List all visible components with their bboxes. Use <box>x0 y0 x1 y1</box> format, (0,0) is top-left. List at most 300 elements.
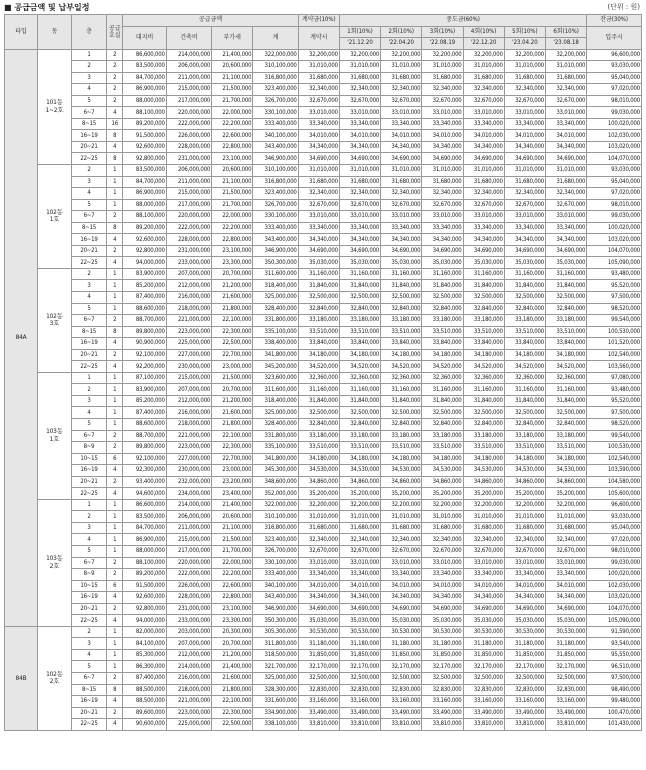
total-cell: 330,100,000 <box>253 107 298 119</box>
m3-cell: 34,340,000 <box>422 592 463 604</box>
land-cell: 86,300,000 <box>123 661 166 673</box>
table-row <box>5 326 642 338</box>
m3-cell: 33,340,000 <box>422 118 463 130</box>
table-row <box>5 164 642 176</box>
m1-cell: 32,670,000 <box>339 199 380 211</box>
total-cell: 323,400,000 <box>253 534 298 546</box>
total-cell: 333,400,000 <box>253 569 298 581</box>
m4-cell: 32,500,000 <box>463 673 504 685</box>
building-cell: 103동 2호 <box>37 499 71 626</box>
table-row <box>5 673 642 685</box>
units-cell: 2 <box>107 476 123 488</box>
table-row <box>5 280 642 292</box>
vat-cell: 22,200,000 <box>212 222 253 234</box>
m5-cell: 34,340,000 <box>504 234 545 246</box>
build-cell: 223,000,000 <box>166 442 211 454</box>
land-cell: 94,000,000 <box>123 257 166 269</box>
m3-cell: 34,180,000 <box>422 349 463 361</box>
contract-cell: 34,010,000 <box>298 130 339 142</box>
table-row <box>5 291 642 303</box>
land-cell: 82,000,000 <box>123 626 166 638</box>
m3-cell: 32,670,000 <box>422 546 463 558</box>
movein-cell: 105,090,000 <box>587 257 642 269</box>
header-d5: '23.04.20 <box>504 38 545 50</box>
land-cell: 91,500,000 <box>123 130 166 142</box>
floor-cell: 5 <box>71 419 106 431</box>
header-middle: 중도금(60%) <box>339 15 586 27</box>
contract-cell: 32,840,000 <box>298 419 339 431</box>
vat-cell: 21,600,000 <box>212 291 253 303</box>
m5-cell: 31,680,000 <box>504 72 545 84</box>
contract-cell: 34,690,000 <box>298 153 339 165</box>
m5-cell: 34,530,000 <box>504 465 545 477</box>
floor-cell: 3 <box>71 395 106 407</box>
floor-cell: 10~15 <box>71 453 106 465</box>
contract-cell: 34,860,000 <box>298 476 339 488</box>
m4-cell: 34,340,000 <box>463 234 504 246</box>
table-row <box>5 61 642 73</box>
total-cell: 331,800,000 <box>253 315 298 327</box>
vat-cell: 22,700,000 <box>212 349 253 361</box>
movein-cell: 98,520,000 <box>587 303 642 315</box>
m4-cell: 31,680,000 <box>463 72 504 84</box>
building-cell: 103동 1호 <box>37 372 71 499</box>
m5-cell: 32,500,000 <box>504 291 545 303</box>
units-cell: 1 <box>107 164 123 176</box>
header-d3: '22.08.19 <box>422 38 463 50</box>
m5-cell: 33,010,000 <box>504 211 545 223</box>
m3-cell: 34,690,000 <box>422 603 463 615</box>
land-cell: 86,600,000 <box>123 49 166 61</box>
vat-cell: 23,300,000 <box>212 615 253 627</box>
m3-cell: 31,160,000 <box>422 268 463 280</box>
floor-cell: 2 <box>71 626 106 638</box>
m6-cell: 34,530,000 <box>545 465 586 477</box>
m6-cell: 33,010,000 <box>545 211 586 223</box>
m4-cell: 30,530,000 <box>463 626 504 638</box>
movein-cell: 95,040,000 <box>587 522 642 534</box>
table-row <box>5 268 642 280</box>
m5-cell: 31,010,000 <box>504 164 545 176</box>
m6-cell: 33,840,000 <box>545 338 586 350</box>
m2-cell: 33,840,000 <box>381 338 422 350</box>
units-cell: 2 <box>107 49 123 61</box>
m3-cell: 33,010,000 <box>422 211 463 223</box>
land-cell: 89,200,000 <box>123 569 166 581</box>
units-cell: 4 <box>107 696 123 708</box>
build-cell: 212,000,000 <box>166 649 211 661</box>
m1-cell: 31,840,000 <box>339 280 380 292</box>
m4-cell: 35,030,000 <box>463 615 504 627</box>
floor-cell: 22~25 <box>71 615 106 627</box>
table-row <box>5 684 642 696</box>
total-cell: 325,000,000 <box>253 291 298 303</box>
m6-cell: 31,160,000 <box>545 384 586 396</box>
m5-cell: 33,180,000 <box>504 315 545 327</box>
m1-cell: 32,840,000 <box>339 303 380 315</box>
m1-cell: 32,340,000 <box>339 188 380 200</box>
m4-cell: 34,010,000 <box>463 580 504 592</box>
m2-cell: 31,180,000 <box>381 638 422 650</box>
vat-cell: 21,500,000 <box>212 372 253 384</box>
build-cell: 218,000,000 <box>166 303 211 315</box>
m6-cell: 32,500,000 <box>545 673 586 685</box>
contract-cell: 34,340,000 <box>298 234 339 246</box>
movein-cell: 100,530,000 <box>587 442 642 454</box>
m3-cell: 32,360,000 <box>422 372 463 384</box>
m3-cell: 35,030,000 <box>422 615 463 627</box>
table-row <box>5 118 642 130</box>
units-cell: 6 <box>107 453 123 465</box>
contract-cell: 34,690,000 <box>298 245 339 257</box>
m3-cell: 33,160,000 <box>422 696 463 708</box>
m6-cell: 34,520,000 <box>545 361 586 373</box>
m4-cell: 34,530,000 <box>463 465 504 477</box>
m6-cell: 33,340,000 <box>545 118 586 130</box>
land-cell: 92,300,000 <box>123 465 166 477</box>
m2-cell: 32,500,000 <box>381 673 422 685</box>
units-cell: 4 <box>107 257 123 269</box>
header-d2: '22.04.20 <box>381 38 422 50</box>
land-cell: 85,200,000 <box>123 280 166 292</box>
contract-cell: 33,510,000 <box>298 326 339 338</box>
build-cell: 227,000,000 <box>166 349 211 361</box>
m2-cell: 33,510,000 <box>381 326 422 338</box>
supply-price-table <box>4 14 642 731</box>
m6-cell: 33,180,000 <box>545 430 586 442</box>
floor-cell: 6~7 <box>71 430 106 442</box>
vat-cell: 22,100,000 <box>212 430 253 442</box>
contract-cell: 32,340,000 <box>298 188 339 200</box>
total-cell: 328,300,000 <box>253 684 298 696</box>
floor-cell: 16~19 <box>71 130 106 142</box>
m4-cell: 32,500,000 <box>463 407 504 419</box>
m5-cell: 32,670,000 <box>504 546 545 558</box>
vat-cell: 21,800,000 <box>212 684 253 696</box>
build-cell: 225,000,000 <box>166 338 211 350</box>
m1-cell: 33,810,000 <box>339 719 380 731</box>
total-cell: 345,300,000 <box>253 465 298 477</box>
m1-cell: 31,010,000 <box>339 511 380 523</box>
table-row <box>5 188 642 200</box>
floor-cell: 20~21 <box>71 603 106 615</box>
m5-cell: 30,530,000 <box>504 626 545 638</box>
m5-cell: 32,500,000 <box>504 407 545 419</box>
m6-cell: 33,180,000 <box>545 315 586 327</box>
land-cell: 84,700,000 <box>123 72 166 84</box>
m4-cell: 32,200,000 <box>463 499 504 511</box>
units-cell: 1 <box>107 511 123 523</box>
m3-cell: 34,860,000 <box>422 476 463 488</box>
contract-cell: 32,500,000 <box>298 407 339 419</box>
table-row <box>5 615 642 627</box>
table-row <box>5 465 642 477</box>
units-cell: 8 <box>107 684 123 696</box>
movein-cell: 96,510,000 <box>587 661 642 673</box>
movein-cell: 99,030,000 <box>587 107 642 119</box>
floor-cell: 2 <box>71 61 106 73</box>
movein-cell: 104,070,000 <box>587 153 642 165</box>
build-cell: 221,000,000 <box>166 430 211 442</box>
movein-cell: 103,020,000 <box>587 141 642 153</box>
units-cell: 2 <box>107 72 123 84</box>
build-cell: 206,000,000 <box>166 61 211 73</box>
m3-cell: 31,840,000 <box>422 280 463 292</box>
land-cell: 83,500,000 <box>123 511 166 523</box>
m1-cell: 34,690,000 <box>339 245 380 257</box>
m2-cell: 34,180,000 <box>381 349 422 361</box>
m6-cell: 31,010,000 <box>545 164 586 176</box>
m4-cell: 33,010,000 <box>463 211 504 223</box>
movein-cell: 93,030,000 <box>587 61 642 73</box>
m4-cell: 31,010,000 <box>463 511 504 523</box>
land-cell: 89,800,000 <box>123 442 166 454</box>
contract-cell: 31,160,000 <box>298 268 339 280</box>
vat-cell: 21,100,000 <box>212 522 253 534</box>
build-cell: 226,000,000 <box>166 130 211 142</box>
vat-cell: 21,200,000 <box>212 395 253 407</box>
vat-cell: 22,200,000 <box>212 118 253 130</box>
m3-cell: 32,500,000 <box>422 673 463 685</box>
m4-cell: 34,010,000 <box>463 130 504 142</box>
table-row <box>5 349 642 361</box>
table-row <box>5 603 642 615</box>
units-cell: 1 <box>107 407 123 419</box>
vat-cell: 21,500,000 <box>212 84 253 96</box>
contract-cell: 35,200,000 <box>298 488 339 500</box>
contract-cell: 31,680,000 <box>298 176 339 188</box>
movein-cell: 99,540,000 <box>587 430 642 442</box>
land-cell: 88,100,000 <box>123 107 166 119</box>
m3-cell: 31,680,000 <box>422 72 463 84</box>
m3-cell: 31,010,000 <box>422 164 463 176</box>
build-cell: 223,000,000 <box>166 326 211 338</box>
contract-cell: 32,340,000 <box>298 84 339 96</box>
m5-cell: 31,680,000 <box>504 522 545 534</box>
m4-cell: 32,360,000 <box>463 372 504 384</box>
m1-cell: 32,830,000 <box>339 684 380 696</box>
movein-cell: 99,030,000 <box>587 211 642 223</box>
vat-cell: 20,600,000 <box>212 511 253 523</box>
total-cell: 340,100,000 <box>253 580 298 592</box>
m5-cell: 31,840,000 <box>504 395 545 407</box>
contract-cell: 32,830,000 <box>298 684 339 696</box>
contract-cell: 33,340,000 <box>298 222 339 234</box>
units-cell: 8 <box>107 130 123 142</box>
movein-cell: 99,480,000 <box>587 696 642 708</box>
m4-cell: 34,690,000 <box>463 245 504 257</box>
floor-cell: 5 <box>71 303 106 315</box>
units-cell: 2 <box>107 673 123 685</box>
m3-cell: 34,530,000 <box>422 465 463 477</box>
m5-cell: 33,510,000 <box>504 442 545 454</box>
m2-cell: 32,670,000 <box>381 95 422 107</box>
table-row <box>5 453 642 465</box>
vat-cell: 22,300,000 <box>212 326 253 338</box>
land-cell: 92,200,000 <box>123 361 166 373</box>
m1-cell: 32,500,000 <box>339 673 380 685</box>
m4-cell: 33,180,000 <box>463 430 504 442</box>
contract-cell: 33,340,000 <box>298 569 339 581</box>
m2-cell: 32,340,000 <box>381 84 422 96</box>
build-cell: 222,000,000 <box>166 118 211 130</box>
land-cell: 84,700,000 <box>123 176 166 188</box>
floor-cell: 6~7 <box>71 107 106 119</box>
vat-cell: 22,000,000 <box>212 107 253 119</box>
m2-cell: 32,670,000 <box>381 199 422 211</box>
m2-cell: 32,830,000 <box>381 684 422 696</box>
table-row <box>5 649 642 661</box>
m4-cell: 33,840,000 <box>463 338 504 350</box>
m3-cell: 34,180,000 <box>422 453 463 465</box>
movein-cell: 100,530,000 <box>587 326 642 338</box>
vat-cell: 22,500,000 <box>212 338 253 350</box>
build-cell: 203,000,000 <box>166 626 211 638</box>
table-row <box>5 707 642 719</box>
vat-cell: 20,600,000 <box>212 61 253 73</box>
m6-cell: 33,010,000 <box>545 557 586 569</box>
vat-cell: 21,400,000 <box>212 661 253 673</box>
header-m2: 2회(10%) <box>381 26 422 38</box>
m3-cell: 34,690,000 <box>422 153 463 165</box>
total-cell: 323,600,000 <box>253 372 298 384</box>
m3-cell: 31,160,000 <box>422 384 463 396</box>
m1-cell: 33,010,000 <box>339 107 380 119</box>
m2-cell: 31,680,000 <box>381 176 422 188</box>
m2-cell: 34,340,000 <box>381 592 422 604</box>
table-row <box>5 626 642 638</box>
m5-cell: 33,010,000 <box>504 107 545 119</box>
total-cell: 352,000,000 <box>253 488 298 500</box>
m5-cell: 33,490,000 <box>504 707 545 719</box>
m1-cell: 34,860,000 <box>339 476 380 488</box>
units-cell: 2 <box>107 84 123 96</box>
table-row <box>5 488 642 500</box>
vat-cell: 22,000,000 <box>212 557 253 569</box>
table-row <box>5 499 642 511</box>
m3-cell: 32,830,000 <box>422 684 463 696</box>
m6-cell: 34,690,000 <box>545 603 586 615</box>
land-cell: 87,400,000 <box>123 407 166 419</box>
m4-cell: 31,840,000 <box>463 395 504 407</box>
m1-cell: 32,500,000 <box>339 407 380 419</box>
m4-cell: 31,160,000 <box>463 268 504 280</box>
total-cell: 323,400,000 <box>253 188 298 200</box>
m1-cell: 34,340,000 <box>339 234 380 246</box>
units-cell: 8 <box>107 153 123 165</box>
m1-cell: 34,340,000 <box>339 592 380 604</box>
m6-cell: 31,840,000 <box>545 280 586 292</box>
floor-cell: 20~21 <box>71 707 106 719</box>
m5-cell: 31,850,000 <box>504 649 545 661</box>
units-cell: 1 <box>107 661 123 673</box>
m5-cell: 31,160,000 <box>504 384 545 396</box>
m4-cell: 32,840,000 <box>463 303 504 315</box>
movein-cell: 99,540,000 <box>587 315 642 327</box>
movein-cell: 91,590,000 <box>587 626 642 638</box>
movein-cell: 100,470,000 <box>587 707 642 719</box>
land-cell: 88,500,000 <box>123 696 166 708</box>
table-row <box>5 661 642 673</box>
m1-cell: 34,010,000 <box>339 130 380 142</box>
contract-cell: 33,180,000 <box>298 315 339 327</box>
m3-cell: 32,340,000 <box>422 188 463 200</box>
floor-cell: 16~19 <box>71 696 106 708</box>
build-cell: 220,000,000 <box>166 211 211 223</box>
vat-cell: 21,100,000 <box>212 176 253 188</box>
movein-cell: 99,030,000 <box>587 557 642 569</box>
header-supply: 공급금액 <box>123 15 298 27</box>
land-cell: 94,000,000 <box>123 615 166 627</box>
m4-cell: 34,340,000 <box>463 141 504 153</box>
m6-cell: 31,180,000 <box>545 638 586 650</box>
contract-cell: 32,200,000 <box>298 49 339 61</box>
floor-cell: 4 <box>71 534 106 546</box>
land-cell: 91,500,000 <box>123 580 166 592</box>
m1-cell: 32,200,000 <box>339 499 380 511</box>
build-cell: 215,000,000 <box>166 84 211 96</box>
land-cell: 93,400,000 <box>123 476 166 488</box>
floor-cell: 8~9 <box>71 569 106 581</box>
m5-cell: 33,010,000 <box>504 557 545 569</box>
total-cell: 326,700,000 <box>253 199 298 211</box>
movein-cell: 93,540,000 <box>587 638 642 650</box>
contract-cell: 31,160,000 <box>298 384 339 396</box>
vat-cell: 22,800,000 <box>212 141 253 153</box>
m1-cell: 31,010,000 <box>339 164 380 176</box>
m4-cell: 31,160,000 <box>463 384 504 396</box>
floor-cell: 20~21 <box>71 141 106 153</box>
total-cell: 335,100,000 <box>253 442 298 454</box>
m5-cell: 33,340,000 <box>504 222 545 234</box>
m4-cell: 32,500,000 <box>463 291 504 303</box>
total-cell: 331,600,000 <box>253 696 298 708</box>
total-cell: 333,400,000 <box>253 222 298 234</box>
units-cell: 1 <box>107 534 123 546</box>
land-cell: 88,700,000 <box>123 430 166 442</box>
m6-cell: 32,670,000 <box>545 95 586 107</box>
land-cell: 85,300,000 <box>123 649 166 661</box>
unit-label: (단위 : 원) <box>607 3 640 11</box>
units-cell: 1 <box>107 638 123 650</box>
contract-cell: 34,520,000 <box>298 361 339 373</box>
m3-cell: 34,010,000 <box>422 580 463 592</box>
header-balance: 잔금(30%) <box>587 15 642 27</box>
units-cell: 4 <box>107 488 123 500</box>
floor-cell: 4 <box>71 188 106 200</box>
m1-cell: 31,850,000 <box>339 649 380 661</box>
table-row <box>5 638 642 650</box>
movein-cell: 97,020,000 <box>587 188 642 200</box>
m5-cell: 31,010,000 <box>504 61 545 73</box>
land-cell: 87,400,000 <box>123 291 166 303</box>
m2-cell: 34,340,000 <box>381 234 422 246</box>
header-build: 건축비 <box>166 26 211 49</box>
vat-cell: 22,700,000 <box>212 453 253 465</box>
movein-cell: 102,030,000 <box>587 580 642 592</box>
units-cell: 1 <box>107 199 123 211</box>
total-cell: 334,900,000 <box>253 707 298 719</box>
movein-cell: 97,500,000 <box>587 291 642 303</box>
total-cell: 310,100,000 <box>253 164 298 176</box>
m2-cell: 35,030,000 <box>381 257 422 269</box>
movein-cell: 103,020,000 <box>587 234 642 246</box>
total-cell: 333,400,000 <box>253 118 298 130</box>
m2-cell: 33,340,000 <box>381 222 422 234</box>
m4-cell: 33,490,000 <box>463 707 504 719</box>
m3-cell: 32,340,000 <box>422 534 463 546</box>
land-cell: 94,600,000 <box>123 488 166 500</box>
